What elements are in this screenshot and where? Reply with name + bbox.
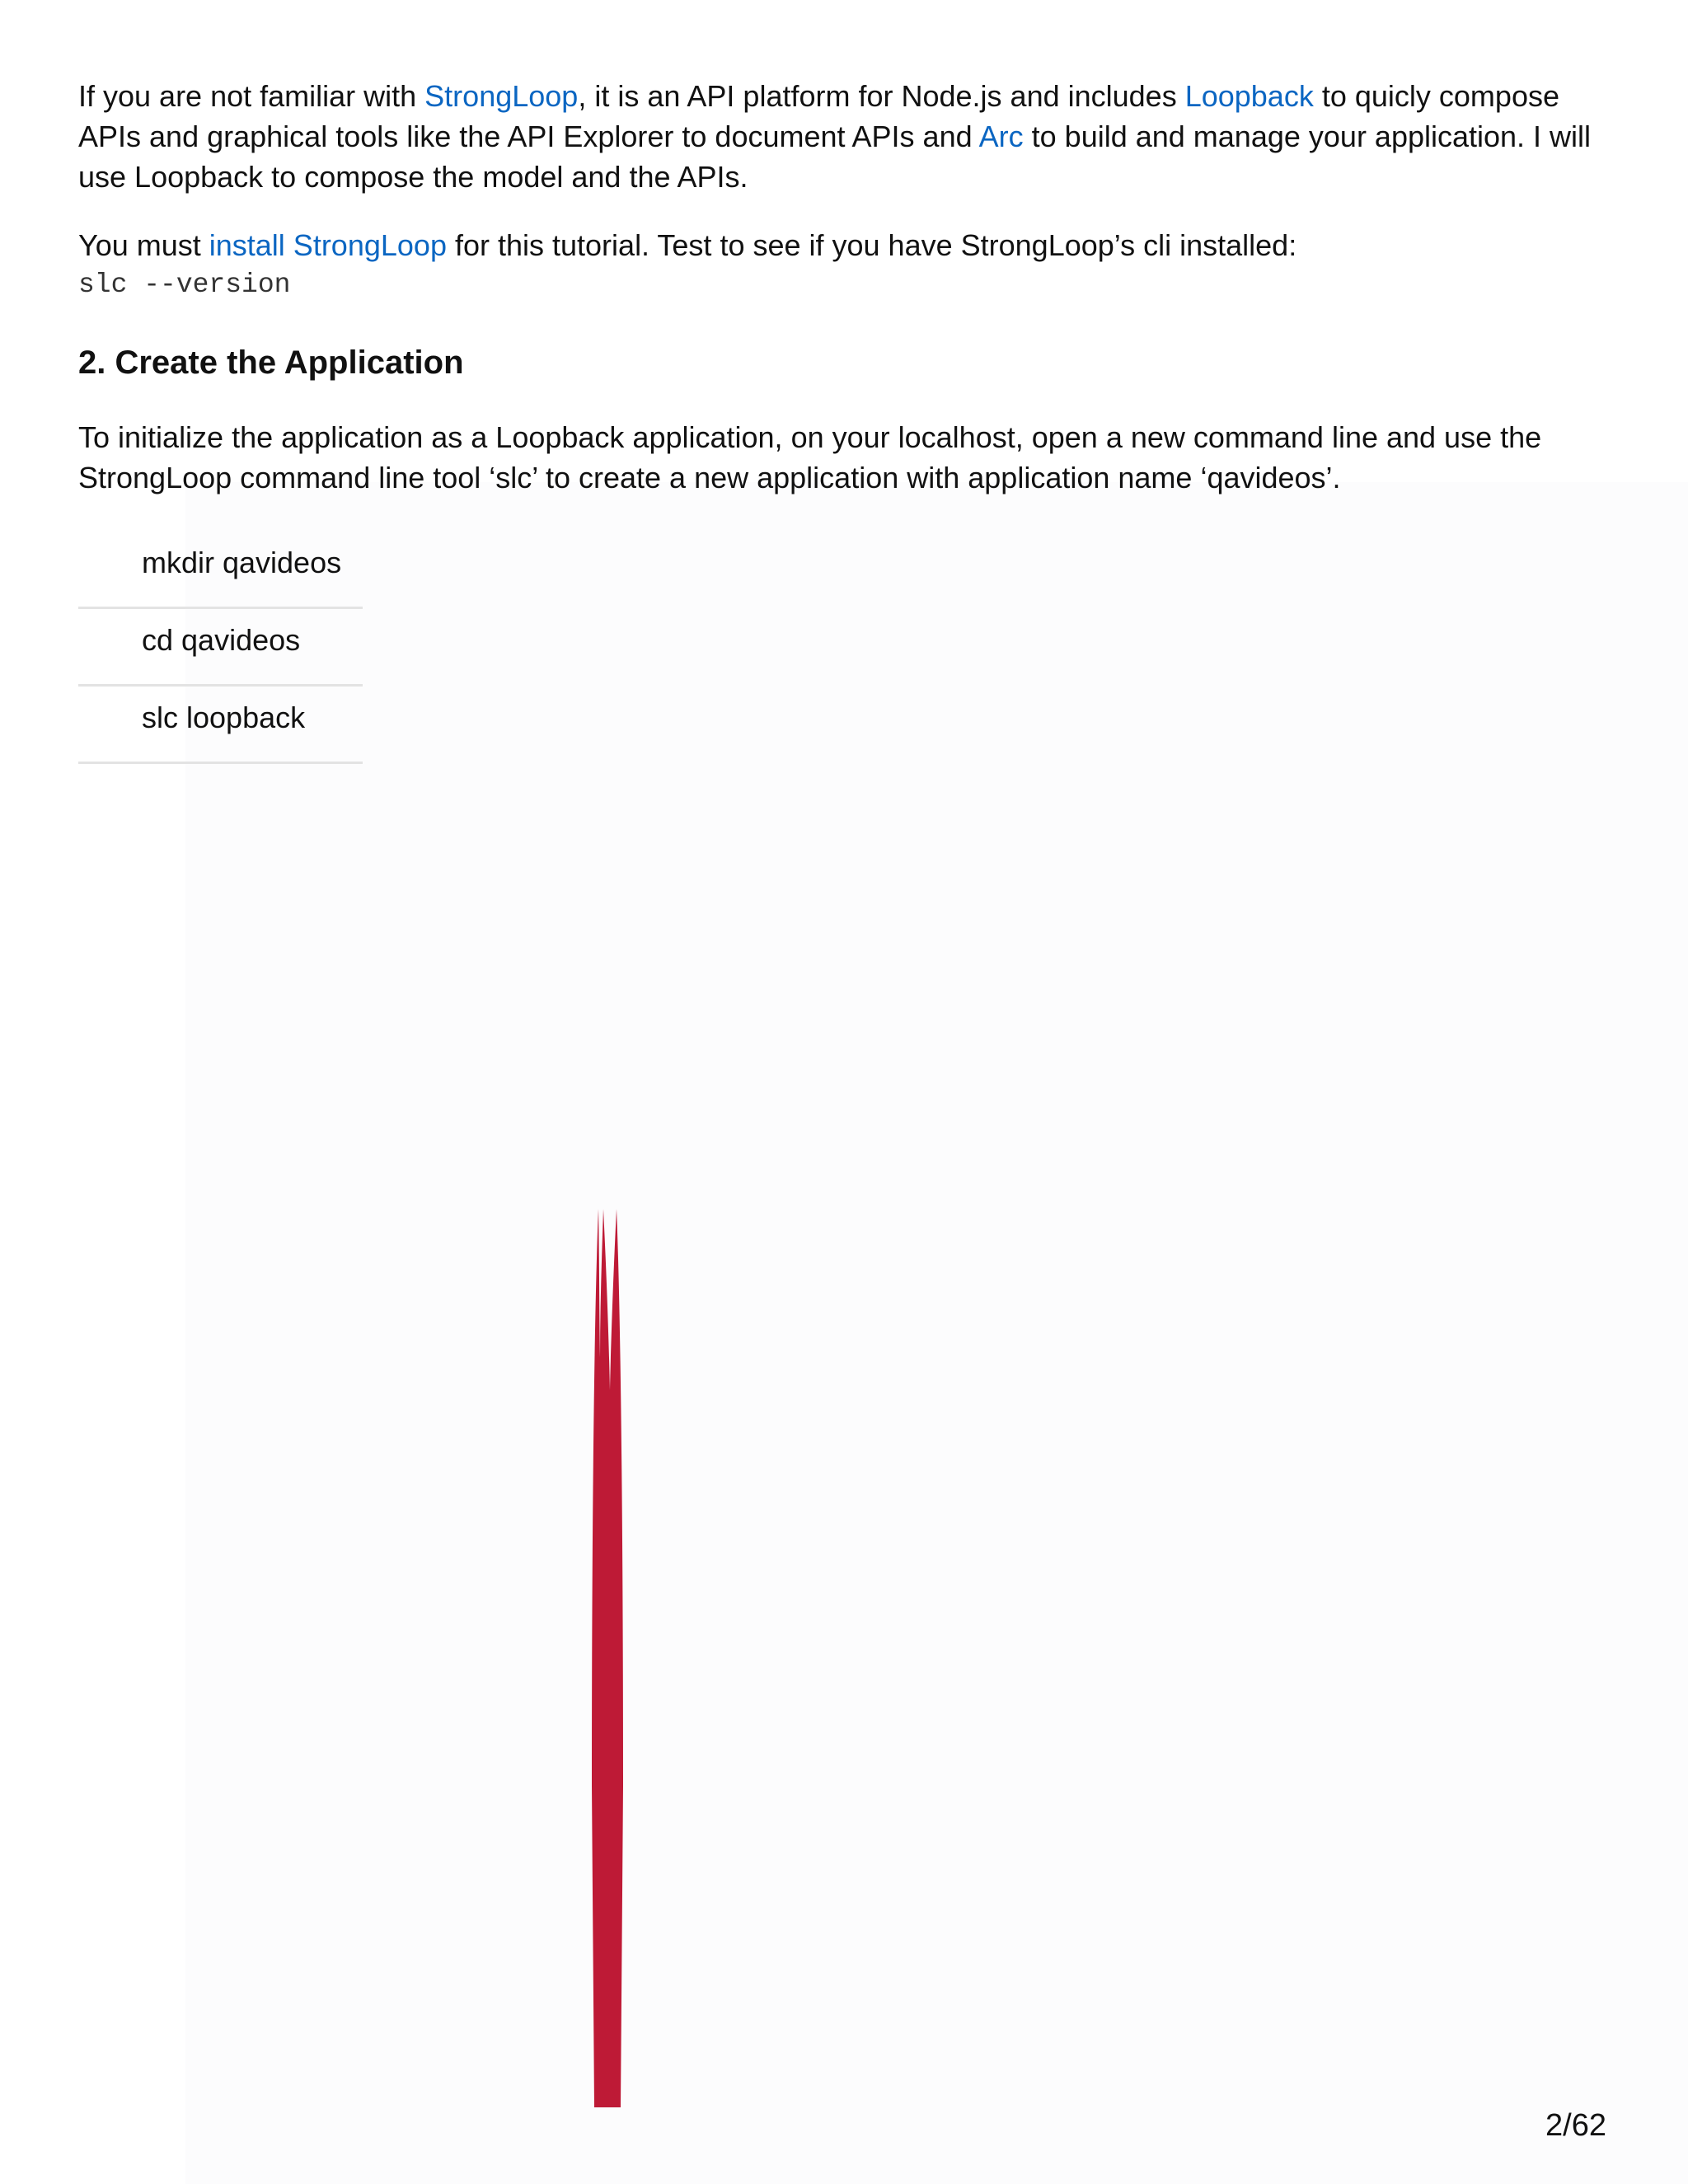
red-spike-shape	[592, 1209, 623, 2107]
command-item: mkdir qavideos	[78, 532, 363, 609]
install-text-2: for this tutorial. Test to see if you have StrongLoop’s cli installed:	[446, 228, 1297, 262]
intro-text-3: to quicly compose APIs and graphical tools like the API Explorer to document APIs and	[78, 79, 1559, 153]
loopback-link[interactable]: Loopback	[1184, 79, 1314, 113]
command-item: cd qavideos	[78, 609, 363, 687]
command-item: slc loopback	[78, 687, 363, 764]
arc-link[interactable]: Arc	[978, 120, 1024, 153]
intro-text-2: , it is an API platform for Node.js and includes	[578, 79, 1185, 113]
intro-text-4: to build and manage your application. I will use Loopback to compose the model and the APIs.	[78, 120, 1592, 194]
intro-text-1: If you are not familiar with	[78, 79, 425, 113]
install-paragraph	[78, 225, 1628, 303]
intro-paragraph	[78, 76, 1628, 197]
strongloop-link[interactable]: StrongLoop	[424, 79, 579, 113]
section-heading: 2. Create the Application	[78, 344, 464, 381]
document-content	[78, 76, 1628, 764]
install-text-1: You must	[78, 228, 209, 262]
version-command: slc --version	[78, 269, 291, 300]
install-strongloop-link[interactable]: install StrongLoop	[209, 228, 447, 262]
command-list	[78, 532, 363, 764]
red-spike-graphic	[592, 1209, 628, 2107]
section-paragraph: To initialize the application as a Loopback application, on your localhost, open a new command line and use the StrongLoop command line tool ‘slc’ to create a new application with application name ‘qavideos’.	[78, 420, 1542, 494]
page-number: 2/62	[1545, 2108, 1606, 2143]
